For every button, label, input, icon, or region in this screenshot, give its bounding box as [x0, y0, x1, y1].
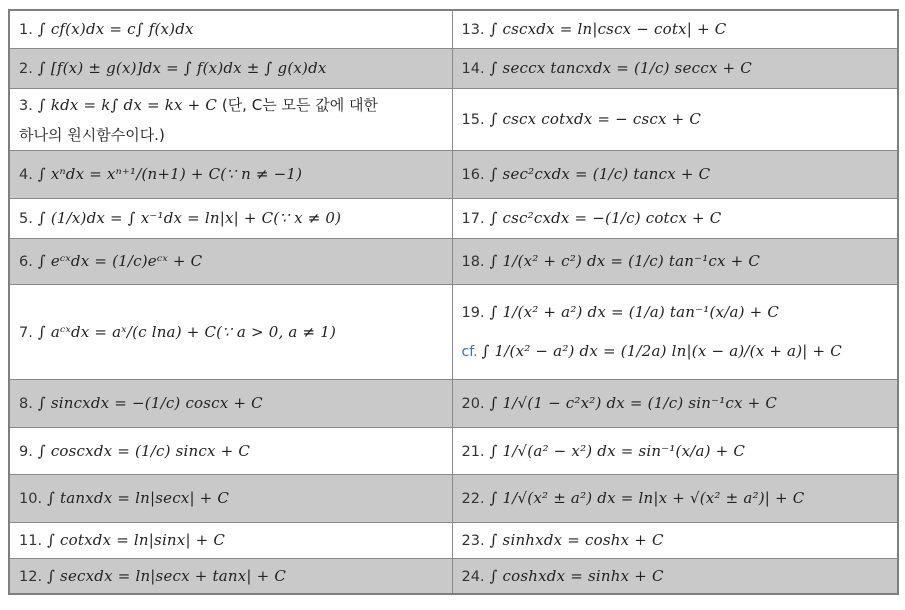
formula: ∫ aᶜˣdx = aˣ/(c lna) + C(∵ a > 0, a ≠ 1): [37, 322, 337, 341]
formula-number: 3.: [19, 97, 33, 114]
formula-cell: [452, 150, 898, 198]
formula: ∫ sincxdx = −(1/c) coscx + C: [37, 394, 263, 412]
table-row: [9, 88, 898, 150]
formula: ∫ tanxdx = ln|secx| + C: [47, 489, 230, 507]
formula-cell: [9, 238, 452, 284]
formula-cell: [452, 10, 898, 48]
formula: ∫ secxdx = ln|secx + tanx| + C: [47, 566, 287, 585]
table-row: [9, 522, 898, 558]
formula-number: 12.: [19, 568, 43, 585]
formula-number: 24.: [461, 568, 485, 585]
formula-cell: [9, 88, 452, 150]
table-row: [9, 238, 898, 284]
formula-cell: [9, 558, 452, 594]
formula: ∫ coshxdx = sinhx + C: [489, 566, 664, 585]
formula: ∫ 1/(x² + a²) dx = (1/a) tan⁻¹(x/a) + C: [489, 302, 780, 321]
formula-cell: [9, 10, 452, 48]
formula-note: (단, C는 모든 값에 대한: [221, 95, 378, 114]
table-row: [9, 150, 898, 198]
formula-cell: [452, 379, 898, 427]
formula-number: 15.: [461, 112, 485, 128]
formula-cell: [452, 522, 898, 558]
formula: ∫ (1/x)dx = ∫ x⁻¹dx = ln|x| + C(∵ x ≠ 0): [37, 209, 342, 227]
formula-number: 17.: [461, 211, 485, 227]
formula-cell: [452, 198, 898, 238]
formula-cell: [9, 284, 452, 379]
table-row: [9, 10, 898, 48]
cf-label: cf.: [461, 343, 478, 360]
formula-cell: [452, 238, 898, 284]
formula-cell: [452, 88, 898, 150]
formula-number: 6.: [19, 254, 33, 270]
table-row: [9, 558, 898, 594]
formula: ∫ 1/√(x² ± a²) dx = ln|x + √(x² ± a²)| + C: [489, 489, 805, 507]
formula-number: 5.: [19, 211, 33, 227]
formula: ∫ cscx cotxdx = − cscx + C: [489, 110, 702, 128]
formula: ∫ kdx = k∫ dx = kx + C: [37, 95, 218, 114]
formula-note-continued: 하나의 원시함수이다.): [19, 125, 165, 144]
table-row: [9, 379, 898, 427]
formula-cell: [9, 427, 452, 474]
formula-number: 16.: [461, 167, 485, 183]
formula-number: 13.: [461, 22, 485, 39]
formula-cell: [9, 198, 452, 238]
formula: ∫ 1/(x² + c²) dx = (1/c) tan⁻¹cx + C: [489, 252, 761, 270]
formula: ∫ seccx tancxdx = (1/c) seccx + C: [489, 59, 752, 77]
formula-cell: [9, 48, 452, 88]
formula-cell: [9, 522, 452, 558]
formula: ∫ csc²cxdx = −(1/c) cotcx + C: [489, 209, 722, 227]
formula: ∫ [f(x) ± g(x)]dx = ∫ f(x)dx ± ∫ g(x)dx: [37, 59, 327, 77]
formula-number: 9.: [19, 443, 33, 460]
formula-number: 18.: [461, 254, 485, 270]
integral-formula-table: [8, 9, 899, 595]
formula-number: 21.: [461, 443, 485, 460]
formula-cell: [452, 427, 898, 474]
formula: ∫ 1/√(1 − c²x²) dx = (1/c) sin⁻¹cx + C: [489, 394, 778, 412]
formula: ∫ 1/√(a² − x²) dx = sin⁻¹(x/a) + C: [489, 441, 746, 460]
formula: ∫ coscxdx = (1/c) sincx + C: [37, 441, 251, 460]
table-row: [9, 284, 898, 379]
table-row: [9, 198, 898, 238]
formula-number: 8.: [19, 396, 33, 412]
formula-cell: [9, 379, 452, 427]
formula-number: 10.: [19, 491, 43, 507]
formula-cell: [452, 558, 898, 594]
table-row: [9, 48, 898, 88]
formula: ∫ eᶜˣdx = (1/c)eᶜˣ + C: [37, 252, 203, 270]
formula-cell: [9, 474, 452, 522]
formula-cell: [9, 150, 452, 198]
formula-number: 1.: [19, 22, 33, 39]
formula-number: 20.: [461, 396, 485, 412]
formula: ∫ sec²cxdx = (1/c) tancx + C: [489, 165, 711, 183]
formula-cf: ∫ 1/(x² − a²) dx = (1/2a) ln|(x − a)/(x + a)| + C: [481, 341, 842, 360]
formula: ∫ xⁿdx = xⁿ⁺¹/(n+1) + C(∵ n ≠ −1): [37, 165, 303, 183]
formula-number: 22.: [461, 491, 485, 507]
formula-number: 14.: [461, 61, 485, 77]
formula-number: 19.: [461, 304, 485, 321]
formula-cell: [452, 48, 898, 88]
formula-number: 23.: [461, 533, 485, 549]
formula-number: 11.: [19, 533, 43, 549]
formula: ∫ cf(x)dx = c∫ f(x)dx: [37, 20, 194, 39]
formula-cell: [452, 474, 898, 522]
formula-number: 2.: [19, 61, 33, 77]
formula-cell: [452, 284, 898, 379]
table-row: [9, 427, 898, 474]
table-row: [9, 474, 898, 522]
formula: ∫ cscxdx = ln|cscx − cotx| + C: [489, 20, 727, 39]
formula: ∫ sinhxdx = coshx + C: [489, 531, 664, 549]
formula-number: 7.: [19, 324, 33, 341]
formula-number: 4.: [19, 167, 33, 183]
formula: ∫ cotxdx = ln|sinx| + C: [47, 531, 226, 549]
